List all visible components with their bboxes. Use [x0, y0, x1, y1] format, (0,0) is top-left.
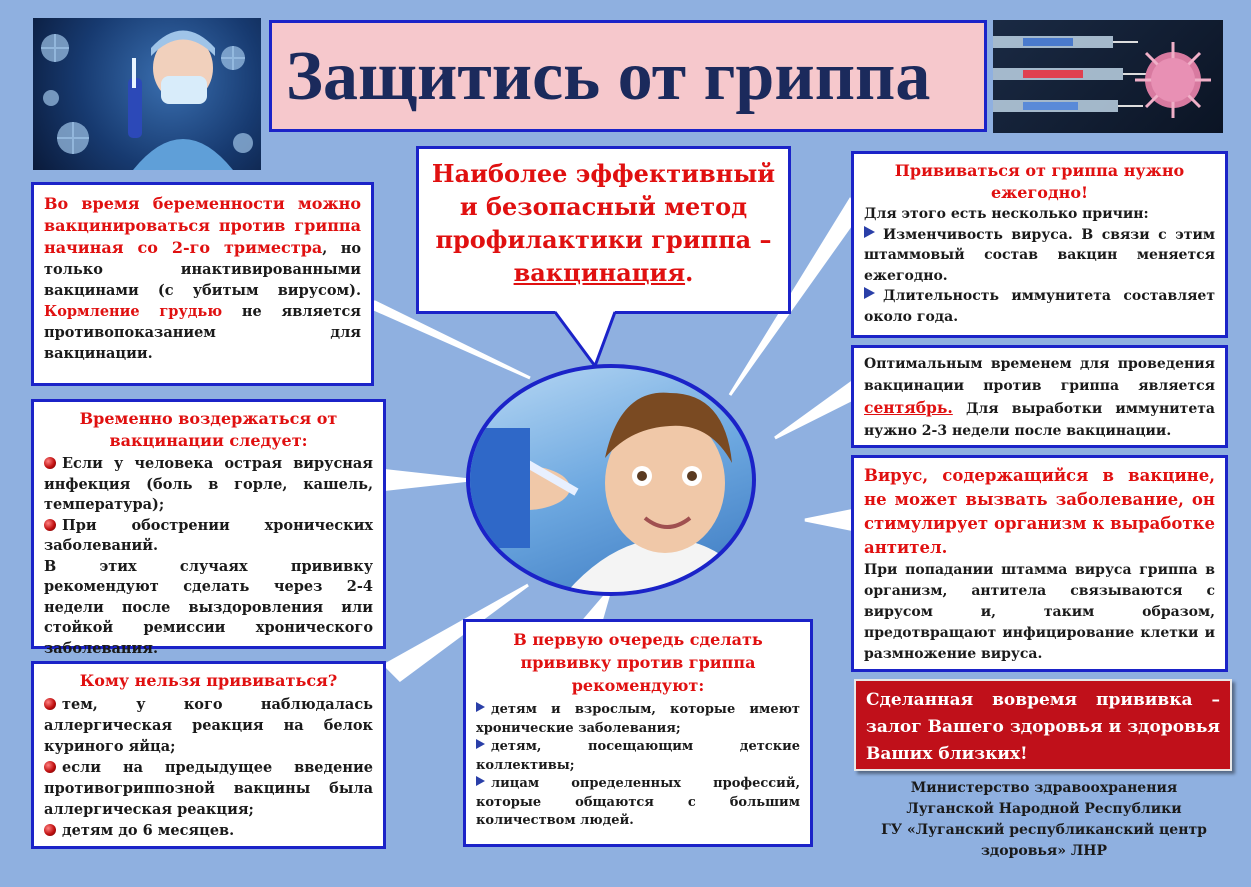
- nurse-illustration: [33, 18, 261, 170]
- contra-item-2-text: если на предыдущее введение противогриппозной вакцины была аллергическая реакция;: [44, 759, 373, 818]
- timing-highlight: сентябрь.: [864, 398, 953, 417]
- center-line-2: и безопасный метод: [459, 192, 748, 221]
- arrow-bullet-icon: [864, 226, 875, 238]
- priority-item-3: [476, 775, 800, 831]
- footer-line-1: Министерство здравоохранения: [910, 780, 1178, 796]
- center-line-3: профилактики гриппа –: [435, 225, 772, 254]
- virus-panel: [851, 455, 1228, 672]
- connector-abstain: [380, 470, 470, 490]
- center-box-tail: [555, 311, 625, 371]
- arrow-bullet-icon: [476, 776, 485, 786]
- contra-panel: [31, 661, 386, 849]
- yearly-item-1: [864, 225, 1215, 287]
- yearly-heading: Прививаться от гриппа нужно ежегодно!: [894, 161, 1185, 202]
- contra-item-1-text: тем, у кого наблюдалась аллергическая реакция на белок куриного яйца;: [44, 696, 373, 755]
- footer-line-4: здоровья» ЛНР: [980, 843, 1108, 859]
- nurse-photo: [33, 18, 261, 170]
- yearly-panel: [851, 151, 1228, 338]
- pregnancy-panel: [31, 182, 374, 386]
- pregnancy-text-2: не является противопоказанием для вакцинации.: [44, 303, 361, 362]
- yearly-intro: Для этого есть несколько причин:: [864, 206, 1149, 222]
- syringe-virus-illustration: [993, 20, 1223, 133]
- child-photo: [466, 364, 756, 596]
- priority-panel: [463, 619, 813, 847]
- center-highlight: вакцинация: [513, 258, 686, 287]
- footer-line-2: Луганской Народной Республики: [906, 801, 1182, 817]
- yearly-item-2: [864, 286, 1215, 327]
- title-box: [269, 20, 987, 132]
- page-title: Защитись от гриппа: [286, 38, 931, 115]
- child-illustration: [470, 368, 756, 596]
- virus-text: При попадании штамма вируса гриппа в организм, антитела связываются с вирусом и, таким образом, предотвращают инфицирование клетки и размножение вируса.: [864, 562, 1215, 662]
- abstain-item-1-text: Если у человека острая вирусная инфекция (боль в горле, кашель, температура);: [44, 455, 373, 513]
- virus-syringe-photo: [993, 20, 1223, 133]
- arrow-bullet-icon: [476, 702, 485, 712]
- priority-item-1: [476, 701, 800, 738]
- contra-item-3-text: детям до 6 месяцев.: [62, 822, 235, 839]
- priority-item-3-text: лицам определенных профессий, которые общаются с большим количеством людей.: [476, 776, 800, 828]
- priority-item-2: [476, 738, 800, 775]
- footer-line-3: ГУ «Луганский республиканский центр: [881, 822, 1207, 838]
- timing-panel: [851, 345, 1228, 448]
- yearly-item-2-text: Длительность иммунитета составляет около года.: [864, 288, 1215, 325]
- connector-timing: [775, 380, 855, 438]
- virus-red-text: Вирус, содержащийся в вакцине, не может вызвать заболевание, он стимулирует организм к выработке антител.: [864, 466, 1215, 557]
- red-bullet-icon: [44, 457, 56, 469]
- pregnancy-red-text-2: Кормление грудью: [44, 303, 223, 320]
- priority-heading: В первую очередь сделать прививку против гриппа рекомендуют:: [513, 630, 763, 695]
- red-bullet-icon: [44, 698, 56, 710]
- abstain-note: В этих случаях прививку рекомендуют сделать через 2-4 недели после выздоровления или стойкой ремиссии хронического заболевания.: [44, 557, 373, 657]
- slogan-text: Сделанная вовремя прививка – залог Вашего здоровья и здоровья Ваших близких!: [866, 690, 1220, 764]
- abstain-item-2: [44, 516, 373, 557]
- contra-heading: Кому нельзя прививаться?: [79, 671, 338, 690]
- abstain-item-1: [44, 454, 373, 516]
- contra-item-3: [44, 820, 373, 841]
- slogan-banner: [854, 679, 1232, 771]
- red-bullet-icon: [44, 761, 56, 773]
- timing-text-2: Для выработки иммунитета нужно 2-3 недели после вакцинации.: [864, 401, 1215, 439]
- timing-text-1: Оптимальным временем для проведения вакцинации против гриппа является: [864, 356, 1215, 394]
- arrow-bullet-icon: [476, 739, 485, 749]
- abstain-item-2-text: При обострении хронических заболеваний.: [44, 516, 373, 554]
- pregnancy-text-1: , но только инактивированными вакцинами (с убитым вирусом).: [44, 240, 362, 299]
- contra-item-2: [44, 757, 373, 820]
- priority-item-1-text: детям и взрослым, которые имеют хронические заболевания;: [476, 702, 800, 736]
- connector-virus: [805, 510, 855, 530]
- abstain-heading: Временно воздержаться от вакцинации следует:: [79, 409, 338, 450]
- pregnancy-red-text: Во время беременности можно вакцинироваться против гриппа начиная со 2-го триместра: [44, 194, 361, 257]
- arrow-bullet-icon: [864, 287, 875, 299]
- red-bullet-icon: [44, 824, 56, 836]
- priority-item-2-text: детям, посещающим детские коллективы;: [476, 739, 800, 773]
- red-bullet-icon: [44, 519, 56, 531]
- center-end: .: [685, 258, 694, 287]
- contra-item-1: [44, 694, 373, 757]
- abstain-panel: [31, 399, 386, 657]
- center-message-box: [416, 146, 791, 314]
- yearly-item-1-text: Изменчивость вируса. В связи с этим штаммовый состав вакцин меняется ежегодно.: [864, 226, 1215, 284]
- footer: [858, 778, 1230, 862]
- center-line-1: Наиболее эффективный: [431, 159, 776, 188]
